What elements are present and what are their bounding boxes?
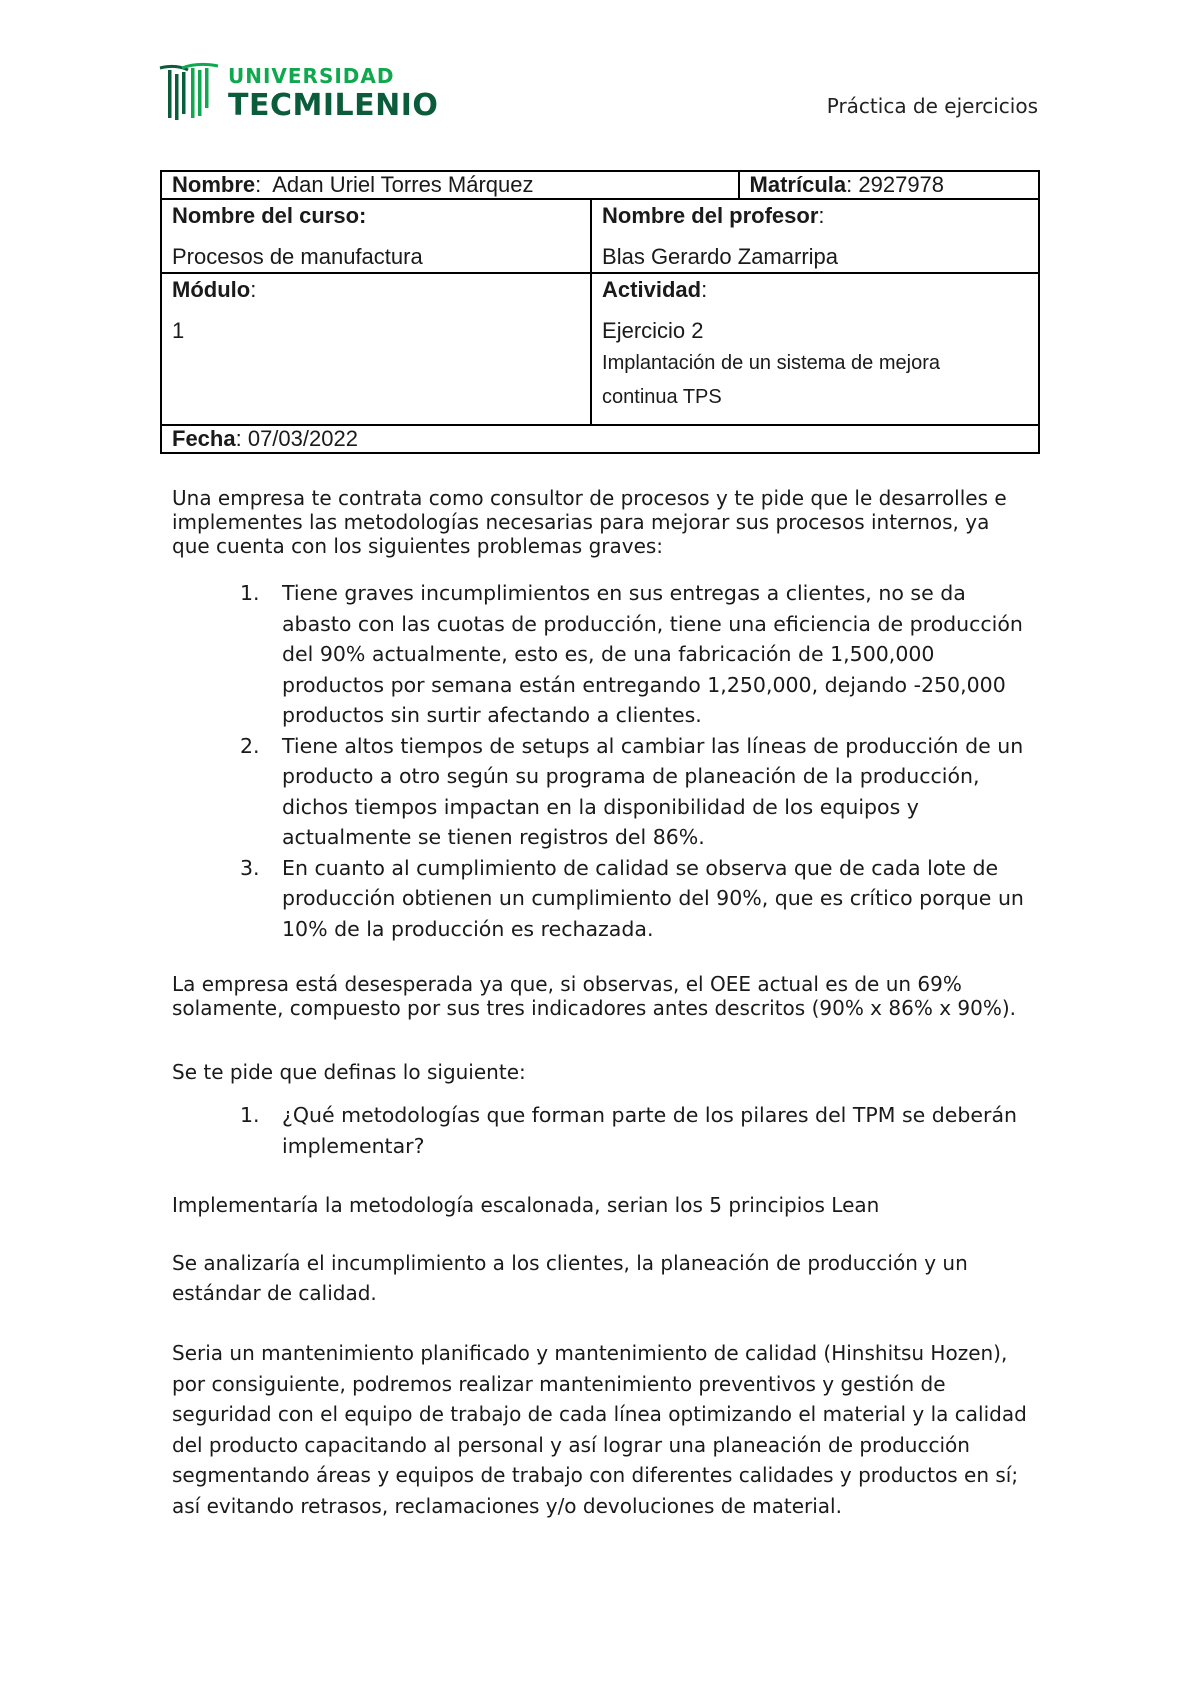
- questions-list: [240, 1100, 1030, 1161]
- instruction-paragraph: Se te pide que definas lo siguiente:: [172, 1060, 526, 1084]
- tecmilenio-logo-icon: [158, 62, 222, 126]
- actividad-label: Actividad:: [602, 277, 708, 302]
- logo-tecmilenio-text: TECMILENIO: [228, 88, 439, 123]
- nombre-field: Nombre: Adan Uriel Torres Márquez: [172, 172, 534, 197]
- curso-value: Procesos de manufactura: [172, 244, 423, 269]
- list-item: 1. Tiene graves incumplimientos en sus entregas a clientes, no se da abasto con las cuotas de producción, tiene una eficiencia de producción del 90% actualmente, esto es, de una fabricación de 1,500,000 productos por semana están entregando 1,250,000, dejando -250,000 productos sin surtir afectando a clientes.: [240, 581, 1023, 727]
- profesor-value: Blas Gerardo Zamarripa: [602, 244, 839, 269]
- curso-label: Nombre del curso:: [172, 203, 367, 228]
- answer-paragraph-3: Seria un mantenimiento planificado y mantenimiento de calidad (Hinshitsu Hozen), por consiguiente, podremos realizar mantenimiento preventivos y gestión de seguridad con el equipo de trabajo de cada línea optimizando el material y la calidad del producto capacitando al personal y así lograr una planeación de producción segmentando áreas y equipos de trabajo con diferentes calidades y productos en sí; así evitando retrasos, reclamaciones y/o devoluciones de material.: [172, 1341, 1027, 1518]
- logo-university-text: UNIVERSIDAD: [228, 64, 395, 88]
- intro-paragraph: Una empresa te contrata como consultor de procesos y te pide que le desarrolles e implementes las metodologías necesarias para mejorar sus procesos internos, ya que cuenta con los siguientes problemas graves:: [172, 486, 1007, 558]
- matricula-field: Matrícula: 2927978: [749, 172, 945, 197]
- university-logo: [158, 62, 458, 126]
- fecha-field: Fecha: 07/03/2022: [172, 426, 358, 451]
- actividad-description-line1: Implantación de un sistema de mejora: [602, 352, 940, 374]
- profesor-label: Nombre del profesor:: [602, 203, 825, 228]
- actividad-description-line2: continua TPS: [602, 386, 722, 408]
- list-item: 2. Tiene altos tiempos de setups al cambiar las líneas de producción de un producto a otro según su programa de planeación de la producción, dichos tiempos impactan en la disponibilidad de los equipos y actualmente se tienen registros del 86%.: [240, 733, 1024, 849]
- document-type-label: Práctica de ejercicios: [826, 94, 1038, 118]
- modulo-value: 1: [172, 318, 185, 343]
- problems-list: [240, 578, 1030, 944]
- answer-paragraph-1: Implementaría la metodología escalonada, serian los 5 principios Lean: [172, 1193, 880, 1217]
- answer-paragraph-2: Se analizaría el incumplimiento a los clientes, la planeación de producción y un estándar de calidad.: [172, 1251, 968, 1305]
- modulo-label: Módulo:: [172, 277, 257, 302]
- list-item: 1. ¿Qué metodologías que forman parte de los pilares del TPM se deberán implementar?: [240, 1103, 1018, 1158]
- list-item: 3. En cuanto al cumplimiento de calidad se observa que de cada lote de producción obtienen un cumplimiento del 90%, que es crítico porque un 10% de la producción es rechazada.: [240, 855, 1024, 941]
- actividad-value: Ejercicio 2: [602, 318, 704, 343]
- oee-paragraph: La empresa está desesperada ya que, si observas, el OEE actual es de un 69% solamente, compuesto por sus tres indicadores antes descritos (90% x 86% x 90%).: [172, 972, 1016, 1020]
- student-info-table: [160, 170, 1040, 454]
